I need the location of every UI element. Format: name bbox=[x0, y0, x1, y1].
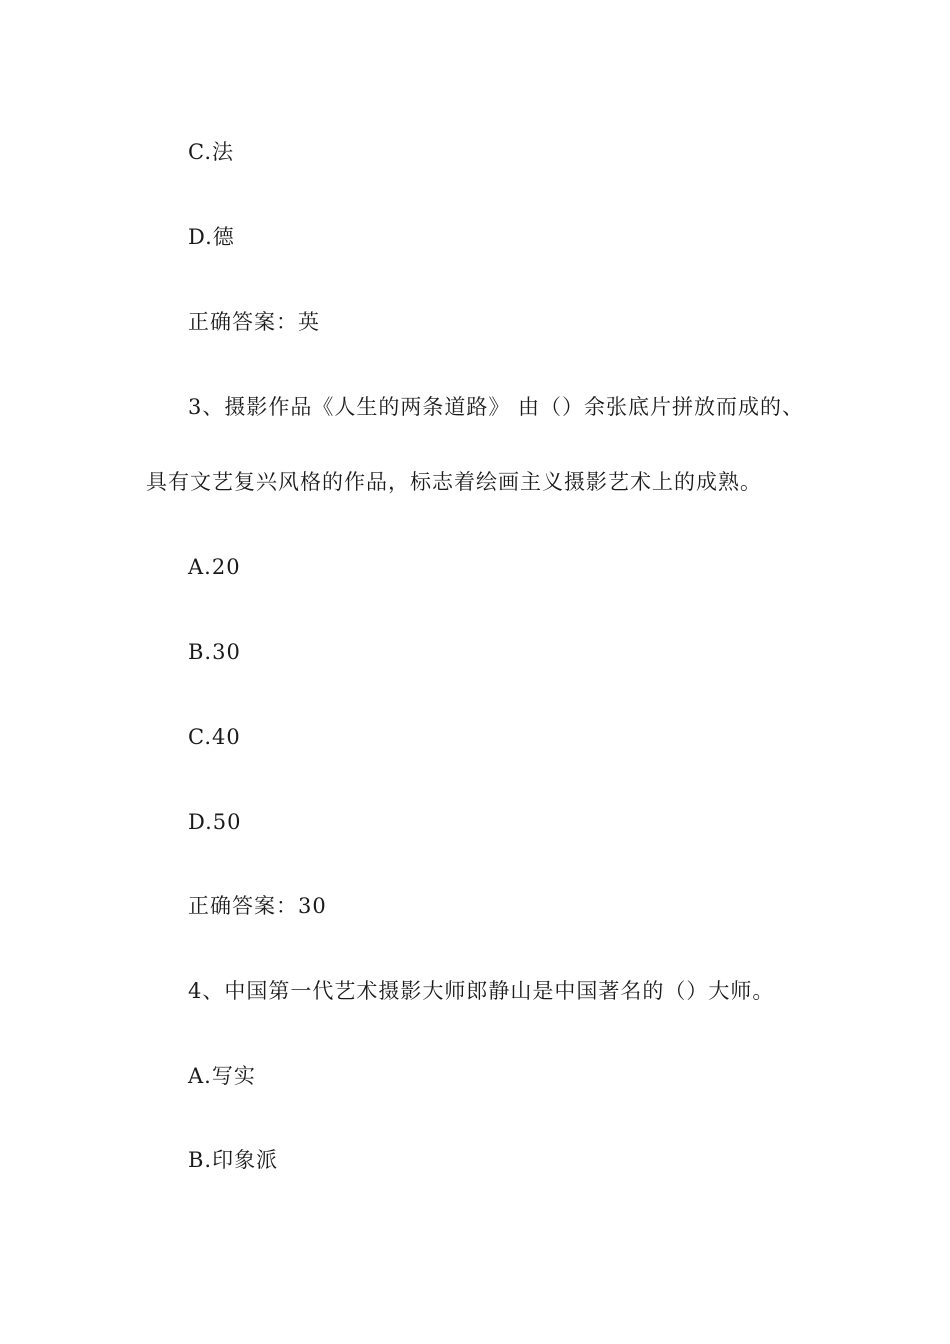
q3-option-a: A.20 bbox=[188, 555, 241, 579]
q4-option-b: B.印象派 bbox=[188, 1148, 279, 1172]
q2-option-c: C.法 bbox=[188, 140, 234, 164]
q4-stem: 4、中国第一代艺术摄影大师郎静山是中国著名的（）大师。 bbox=[188, 979, 775, 1003]
q3-option-d: D.50 bbox=[188, 810, 242, 834]
q4-option-a: A.写实 bbox=[188, 1064, 256, 1088]
q3-stem-line2: 具有文艺复兴风格的作品，标志着绘画主义摄影艺术上的成熟。 bbox=[146, 470, 762, 494]
q3-answer: 正确答案：30 bbox=[188, 894, 327, 918]
q3-option-c: C.40 bbox=[188, 725, 241, 749]
q3-stem-line1: 3、摄影作品《人生的两条道路》 由（）余张底片拼放而成的、 bbox=[188, 395, 805, 419]
q3-option-b: B.30 bbox=[188, 640, 241, 664]
q2-answer: 正确答案：英 bbox=[188, 310, 320, 334]
q2-option-d: D.德 bbox=[188, 225, 235, 249]
